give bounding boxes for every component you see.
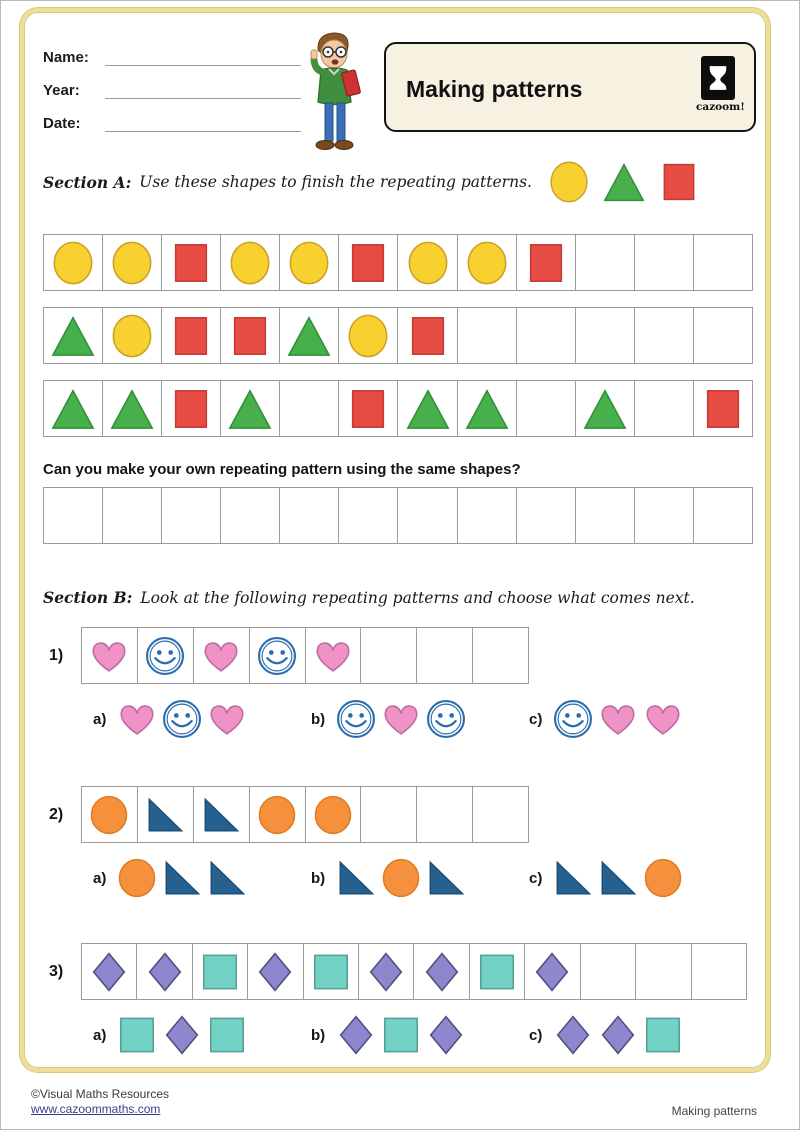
square-teal-shape bbox=[642, 1014, 684, 1056]
pattern-cell-empty[interactable] bbox=[634, 307, 694, 364]
pattern-cell-rtriangle-blue bbox=[137, 786, 194, 843]
option-b-shapes bbox=[335, 857, 467, 899]
pattern-cell-circle-yellow bbox=[397, 234, 457, 291]
name-field-line[interactable] bbox=[105, 49, 301, 66]
pattern-cell-circle-orange bbox=[305, 786, 362, 843]
q3-option-a[interactable] bbox=[93, 1012, 311, 1058]
diamond-purple-shape bbox=[531, 951, 573, 993]
smiley-blue-shape bbox=[335, 698, 377, 740]
rtriangle-blue-shape bbox=[200, 794, 242, 836]
option-b-label: b) bbox=[311, 869, 326, 887]
triangle-green-shape bbox=[227, 386, 273, 432]
pattern-cell-empty[interactable] bbox=[360, 627, 417, 684]
square-red-shape bbox=[168, 313, 214, 359]
pattern-cell-circle-orange bbox=[81, 786, 138, 843]
triangle-green-shape bbox=[464, 386, 510, 432]
pattern-cell-diamond-purple bbox=[136, 943, 192, 1000]
question-1-grid bbox=[81, 627, 529, 684]
pattern-grid-3 bbox=[43, 380, 753, 437]
option-b-shapes bbox=[335, 698, 467, 740]
pattern-cell-square-red bbox=[161, 234, 221, 291]
pattern-cell-empty[interactable] bbox=[575, 487, 635, 544]
pattern-cell-triangle-green bbox=[220, 380, 280, 437]
pattern-cell-empty[interactable] bbox=[279, 380, 339, 437]
option-b-shapes bbox=[335, 1014, 467, 1056]
pattern-cell-empty[interactable] bbox=[516, 380, 576, 437]
circle-yellow-shape bbox=[109, 240, 155, 286]
heart-pink-shape bbox=[200, 635, 242, 677]
pattern-cell-smiley-blue bbox=[249, 627, 306, 684]
teacher-illustration bbox=[287, 30, 383, 163]
section-a-instruction: Use these shapes to finish the repeating patterns. bbox=[139, 173, 532, 191]
pattern-cell-square-red bbox=[338, 234, 398, 291]
pattern-cell-diamond-purple bbox=[81, 943, 137, 1000]
rtriangle-blue-shape bbox=[335, 857, 377, 899]
pattern-cell-empty[interactable] bbox=[457, 307, 517, 364]
pattern-cell-circle-yellow bbox=[43, 234, 103, 291]
option-c-label: c) bbox=[529, 869, 543, 887]
pattern-grid-1 bbox=[43, 234, 753, 291]
square-teal-shape bbox=[310, 951, 352, 993]
pattern-cell-square-teal bbox=[469, 943, 525, 1000]
option-a-label: a) bbox=[93, 869, 107, 887]
heart-pink-shape bbox=[206, 698, 248, 740]
pattern-cell-triangle-green bbox=[397, 380, 457, 437]
pattern-cell-circle-yellow bbox=[102, 234, 162, 291]
square-red-shape bbox=[345, 386, 391, 432]
pattern-cell-empty[interactable] bbox=[457, 487, 517, 544]
diamond-purple-shape bbox=[144, 951, 186, 993]
square-red-shape bbox=[345, 240, 391, 286]
circle-yellow-shape bbox=[464, 240, 510, 286]
pattern-cell-empty[interactable] bbox=[635, 943, 691, 1000]
square-red-shape bbox=[168, 240, 214, 286]
triangle-green-shape bbox=[582, 386, 628, 432]
q1-option-c[interactable] bbox=[529, 696, 747, 742]
rtriangle-blue-shape bbox=[425, 857, 467, 899]
pattern-cell-heart-pink bbox=[193, 627, 250, 684]
pattern-cell-square-red bbox=[161, 380, 221, 437]
square-red-shape bbox=[656, 160, 702, 204]
section-b-heading bbox=[43, 588, 747, 607]
pattern-cell-empty[interactable] bbox=[102, 487, 162, 544]
question-3-grid bbox=[81, 943, 747, 1000]
pattern-cell-empty[interactable] bbox=[161, 487, 221, 544]
pattern-cell-empty[interactable] bbox=[634, 380, 694, 437]
triangle-green-shape bbox=[286, 313, 332, 359]
question-2-grid bbox=[81, 786, 529, 843]
option-a-label: a) bbox=[93, 710, 107, 728]
option-c-shapes bbox=[552, 1014, 684, 1056]
rtriangle-blue-shape bbox=[552, 857, 594, 899]
question-2-options bbox=[93, 855, 747, 901]
pattern-cell-empty[interactable] bbox=[338, 487, 398, 544]
question-3-row bbox=[43, 943, 747, 1000]
circle-orange-shape bbox=[642, 857, 684, 899]
pattern-cell-smiley-blue bbox=[137, 627, 194, 684]
heart-pink-shape bbox=[380, 698, 422, 740]
pattern-cell-circle-yellow bbox=[102, 307, 162, 364]
q2-option-a[interactable] bbox=[93, 855, 311, 901]
year-field-line[interactable] bbox=[105, 82, 301, 99]
pattern-cell-circle-yellow bbox=[338, 307, 398, 364]
pattern-cell-empty[interactable] bbox=[472, 627, 529, 684]
own-pattern-grid bbox=[43, 487, 753, 544]
pattern-cell-empty[interactable] bbox=[580, 943, 636, 1000]
pattern-cell-diamond-purple bbox=[358, 943, 414, 1000]
cazoom-logo-text: cazoom! bbox=[696, 101, 745, 113]
section-a-label: Section A: bbox=[43, 172, 132, 192]
pattern-cell-empty[interactable] bbox=[220, 487, 280, 544]
pattern-cell-empty[interactable] bbox=[43, 487, 103, 544]
triangle-green-shape bbox=[50, 386, 96, 432]
square-teal-shape bbox=[199, 951, 241, 993]
section-a-heading bbox=[43, 160, 747, 204]
q3-option-b[interactable] bbox=[311, 1012, 529, 1058]
question-3-options bbox=[93, 1012, 747, 1058]
pattern-cell-empty[interactable] bbox=[691, 943, 747, 1000]
circle-yellow-shape bbox=[546, 160, 592, 204]
circle-yellow-shape bbox=[405, 240, 451, 286]
pattern-cell-empty[interactable] bbox=[575, 307, 635, 364]
diamond-purple-shape bbox=[161, 1014, 203, 1056]
pattern-cell-empty[interactable] bbox=[634, 487, 694, 544]
rtriangle-blue-shape bbox=[597, 857, 639, 899]
circle-orange-shape bbox=[116, 857, 158, 899]
copyright-text: ©Visual Maths Resources bbox=[31, 1087, 170, 1101]
pattern-cell-square-teal bbox=[303, 943, 359, 1000]
square-teal-shape bbox=[116, 1014, 158, 1056]
date-field-line[interactable] bbox=[105, 115, 301, 132]
pattern-cell-circle-yellow bbox=[279, 234, 339, 291]
square-red-shape bbox=[405, 313, 451, 359]
diamond-purple-shape bbox=[254, 951, 296, 993]
title-box bbox=[384, 42, 756, 132]
rtriangle-blue-shape bbox=[161, 857, 203, 899]
question-1-options bbox=[93, 696, 747, 742]
pattern-cell-diamond-purple bbox=[524, 943, 580, 1000]
pattern-cell-square-red bbox=[516, 234, 576, 291]
triangle-green-shape bbox=[109, 386, 155, 432]
pattern-cell-diamond-purple bbox=[247, 943, 303, 1000]
circle-yellow-shape bbox=[227, 240, 273, 286]
circle-orange-shape bbox=[256, 794, 298, 836]
pattern-cell-square-red bbox=[338, 380, 398, 437]
q2-option-c[interactable] bbox=[529, 855, 747, 901]
pattern-cell-square-red bbox=[161, 307, 221, 364]
pattern-cell-circle-orange bbox=[249, 786, 306, 843]
diamond-purple-shape bbox=[425, 1014, 467, 1056]
pattern-cell-diamond-purple bbox=[413, 943, 469, 1000]
pattern-cell-triangle-green bbox=[279, 307, 339, 364]
circle-orange-shape bbox=[380, 857, 422, 899]
diamond-purple-shape bbox=[88, 951, 130, 993]
option-a-label: a) bbox=[93, 1026, 107, 1044]
question-1-number: 1) bbox=[49, 646, 64, 664]
question-2-row bbox=[43, 786, 747, 843]
cazoom-logo-icon bbox=[701, 56, 735, 100]
circle-yellow-shape bbox=[50, 240, 96, 286]
pattern-cell-empty[interactable] bbox=[693, 307, 753, 364]
option-c-shapes bbox=[552, 698, 684, 740]
pattern-cell-circle-yellow bbox=[457, 234, 517, 291]
pattern-cell-square-red bbox=[693, 380, 753, 437]
heart-pink-shape bbox=[116, 698, 158, 740]
smiley-blue-shape bbox=[425, 698, 467, 740]
triangle-green-shape bbox=[50, 313, 96, 359]
smiley-blue-shape bbox=[552, 698, 594, 740]
pattern-cell-triangle-green bbox=[43, 380, 103, 437]
pattern-cell-empty[interactable] bbox=[516, 487, 576, 544]
question-2-number: 2) bbox=[49, 805, 64, 823]
pattern-cell-empty[interactable] bbox=[575, 234, 635, 291]
cazoom-logo bbox=[696, 56, 745, 113]
own-pattern-question: Can you make your own repeating pattern using the same shapes? bbox=[43, 461, 521, 478]
option-a-shapes bbox=[116, 698, 248, 740]
option-a-shapes bbox=[116, 1014, 248, 1056]
heart-pink-shape bbox=[597, 698, 639, 740]
square-teal-shape bbox=[380, 1014, 422, 1056]
pattern-cell-empty[interactable] bbox=[416, 786, 473, 843]
square-red-shape bbox=[523, 240, 569, 286]
square-teal-shape bbox=[476, 951, 518, 993]
square-red-shape bbox=[700, 386, 746, 432]
option-c-label: c) bbox=[529, 710, 543, 728]
diamond-purple-shape bbox=[421, 951, 463, 993]
triangle-green-shape bbox=[601, 160, 647, 204]
decorative-border-frame bbox=[20, 8, 770, 1072]
smiley-blue-shape bbox=[144, 635, 186, 677]
section-b-instruction: Look at the following repeating patterns and choose what comes next. bbox=[140, 588, 695, 607]
option-c-shapes bbox=[552, 857, 684, 899]
option-b-label: b) bbox=[311, 1026, 326, 1044]
pattern-cell-circle-yellow bbox=[220, 234, 280, 291]
q3-option-c[interactable] bbox=[529, 1012, 747, 1058]
example-shapes bbox=[546, 160, 702, 204]
pattern-cell-square-red bbox=[220, 307, 280, 364]
q2-option-b[interactable] bbox=[311, 855, 529, 901]
pattern-cell-empty[interactable] bbox=[516, 307, 576, 364]
circle-orange-shape bbox=[312, 794, 354, 836]
pattern-cell-square-teal bbox=[192, 943, 248, 1000]
heart-pink-shape bbox=[312, 635, 354, 677]
pattern-cell-empty[interactable] bbox=[693, 234, 753, 291]
square-teal-shape bbox=[206, 1014, 248, 1056]
diamond-purple-shape bbox=[365, 951, 407, 993]
circle-yellow-shape bbox=[345, 313, 391, 359]
circle-yellow-shape bbox=[286, 240, 332, 286]
square-red-shape bbox=[227, 313, 273, 359]
pattern-cell-empty[interactable] bbox=[360, 786, 417, 843]
footer-page-label: Making patterns bbox=[671, 1104, 757, 1118]
heart-pink-shape bbox=[88, 635, 130, 677]
pattern-cell-empty[interactable] bbox=[634, 234, 694, 291]
diamond-purple-shape bbox=[335, 1014, 377, 1056]
pattern-cell-triangle-green bbox=[457, 380, 517, 437]
teacher-cartoon-image bbox=[287, 30, 383, 158]
triangle-green-shape bbox=[405, 386, 451, 432]
smiley-blue-shape bbox=[256, 635, 298, 677]
circle-orange-shape bbox=[88, 794, 130, 836]
square-red-shape bbox=[168, 386, 214, 432]
pattern-cell-empty[interactable] bbox=[397, 487, 457, 544]
rtriangle-blue-shape bbox=[144, 794, 186, 836]
pattern-cell-rtriangle-blue bbox=[193, 786, 250, 843]
option-a-shapes bbox=[116, 857, 248, 899]
pattern-cell-heart-pink bbox=[81, 627, 138, 684]
pattern-cell-empty[interactable] bbox=[279, 487, 339, 544]
circle-yellow-shape bbox=[109, 313, 155, 359]
question-1-row bbox=[43, 627, 747, 684]
pattern-cell-square-red bbox=[397, 307, 457, 364]
date-label: Date: bbox=[43, 115, 81, 132]
smiley-blue-shape bbox=[161, 698, 203, 740]
page-title: Making patterns bbox=[406, 76, 583, 102]
name-label: Name: bbox=[43, 49, 89, 66]
q1-option-b[interactable] bbox=[311, 696, 529, 742]
pattern-cell-heart-pink bbox=[305, 627, 362, 684]
q1-option-a[interactable] bbox=[93, 696, 311, 742]
heart-pink-shape bbox=[642, 698, 684, 740]
pattern-cell-empty[interactable] bbox=[416, 627, 473, 684]
option-b-label: b) bbox=[311, 710, 326, 728]
diamond-purple-shape bbox=[597, 1014, 639, 1056]
pattern-cell-triangle-green bbox=[43, 307, 103, 364]
pattern-cell-triangle-green bbox=[575, 380, 635, 437]
pattern-cell-empty[interactable] bbox=[472, 786, 529, 843]
pattern-cell-empty[interactable] bbox=[693, 487, 753, 544]
question-3-number: 3) bbox=[49, 962, 64, 980]
website-link[interactable]: www.cazoommaths.com bbox=[31, 1102, 161, 1116]
pattern-cell-triangle-green bbox=[102, 380, 162, 437]
rtriangle-blue-shape bbox=[206, 857, 248, 899]
option-c-label: c) bbox=[529, 1026, 543, 1044]
year-label: Year: bbox=[43, 82, 80, 99]
diamond-purple-shape bbox=[552, 1014, 594, 1056]
section-b-label: Section B: bbox=[43, 588, 133, 607]
pattern-grid-2 bbox=[43, 307, 753, 364]
